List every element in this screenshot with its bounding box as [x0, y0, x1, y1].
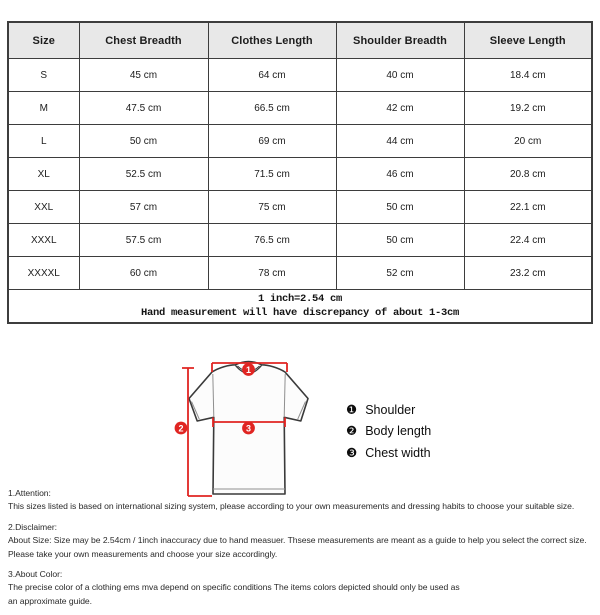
cell-clothes: 66.5 cm: [208, 92, 336, 125]
cell-size: S: [8, 59, 79, 92]
marker-2-number: 2: [178, 423, 184, 434]
column-header-clothes-length: Clothes Length: [208, 22, 336, 59]
cell-clothes: 71.5 cm: [208, 158, 336, 191]
cell-shoulder: 40 cm: [336, 59, 464, 92]
table-row-s: [8, 59, 592, 92]
cell-sleeve: 20 cm: [464, 125, 592, 158]
table-row-xxl: [8, 191, 592, 224]
cell-sleeve: 20.8 cm: [464, 158, 592, 191]
attention-section: [8, 487, 599, 514]
about-color-section: [8, 568, 599, 608]
cell-shoulder: 52 cm: [336, 257, 464, 290]
cell-chest: 60 cm: [79, 257, 208, 290]
cell-shoulder: 50 cm: [336, 191, 464, 224]
table-row-xxxl: [8, 224, 592, 257]
cell-size: M: [8, 92, 79, 125]
legend-item-shoulder: [346, 399, 431, 421]
attention-heading: 1.Attention:: [8, 488, 51, 498]
table-note-row: [8, 290, 592, 324]
table-row-m: [8, 92, 592, 125]
legend-label: Body length: [365, 424, 432, 439]
disclaimer-line1: About Size: Size may be 2.54cm / 1inch inaccuracy due to hand measuer. Thsese measurements are meant as a guide to help you select the correct size.: [8, 535, 587, 546]
table-row-l: [8, 125, 592, 158]
circled-1-icon: ❶: [346, 401, 358, 417]
cell-chest: 50 cm: [79, 125, 208, 158]
disclaimer-line2: Please take your own measurements and choose your size accordingly.: [8, 548, 278, 559]
cell-shoulder: 46 cm: [336, 158, 464, 191]
table-row-xl: [8, 158, 592, 191]
cell-chest: 45 cm: [79, 59, 208, 92]
about-color-line1: The precise color of a clothing ems mva depend on specific conditions The items colors depicted should only be used as: [8, 582, 460, 593]
circled-3-icon: ❸: [346, 444, 358, 460]
cell-clothes: 64 cm: [208, 59, 336, 92]
cell-clothes: 69 cm: [208, 125, 336, 158]
about-color-line2: an approximate guide.: [8, 595, 92, 606]
hand-measurement-note: Hand measurement will have discrepancy of about 1-3cm: [140, 307, 460, 319]
cell-size: XXL: [8, 191, 79, 224]
about-color-heading: 3.About Color:: [8, 569, 63, 580]
cell-chest: 52.5 cm: [79, 158, 208, 191]
cell-size: XXXL: [8, 224, 79, 257]
column-header-shoulder-breadth: Shoulder Breadth: [336, 22, 464, 59]
cell-chest: 57.5 cm: [79, 224, 208, 257]
cell-clothes: 75 cm: [208, 191, 336, 224]
cell-clothes: 78 cm: [208, 257, 336, 290]
attention-body: This sizes listed is based on international sizing system, please according to your own measurements and dressing habits to choose your suitable size.: [8, 501, 575, 512]
cell-sleeve: 23.2 cm: [464, 257, 592, 290]
cell-clothes: 76.5 cm: [208, 224, 336, 257]
column-header-size: Size: [8, 22, 79, 59]
cell-chest: 47.5 cm: [79, 92, 208, 125]
inch-conversion-note: 1 inch=2.54 cm: [257, 293, 342, 305]
table-row-xxxxl: [8, 257, 592, 290]
circled-2-icon: ❷: [346, 423, 358, 438]
diagram-legend: [346, 399, 431, 464]
legend-label: Shoulder: [365, 402, 416, 417]
column-header-chest-breadth: Chest Breadth: [79, 22, 208, 59]
size-chart-table: [7, 21, 593, 324]
measurement-note-cell: [8, 290, 592, 324]
cell-size: XXXXL: [8, 257, 79, 290]
cell-sleeve: 22.1 cm: [464, 191, 592, 224]
legend-item-chest-width: [346, 442, 431, 464]
cell-size: L: [8, 125, 79, 158]
cell-sleeve: 22.4 cm: [464, 224, 592, 257]
legend-item-body-length: [346, 421, 431, 443]
legend-label: Chest width: [365, 445, 431, 460]
disclaimer-heading: 2.Disclaimer:: [8, 521, 58, 532]
marker-3-number: 3: [245, 423, 252, 434]
disclaimer-section: [8, 521, 599, 561]
cell-size: XL: [8, 158, 79, 191]
cell-chest: 57 cm: [79, 191, 208, 224]
cell-shoulder: 44 cm: [336, 125, 464, 158]
footnotes: [8, 487, 599, 615]
cell-sleeve: 18.4 cm: [464, 59, 592, 92]
cell-shoulder: 42 cm: [336, 92, 464, 125]
cell-shoulder: 50 cm: [336, 224, 464, 257]
table-header-row: [8, 22, 592, 59]
column-header-sleeve-length: Sleeve Length: [464, 22, 592, 59]
cell-sleeve: 19.2 cm: [464, 92, 592, 125]
tshirt-measurement-diagram: [150, 348, 350, 508]
marker-1-number: 1: [245, 364, 252, 375]
